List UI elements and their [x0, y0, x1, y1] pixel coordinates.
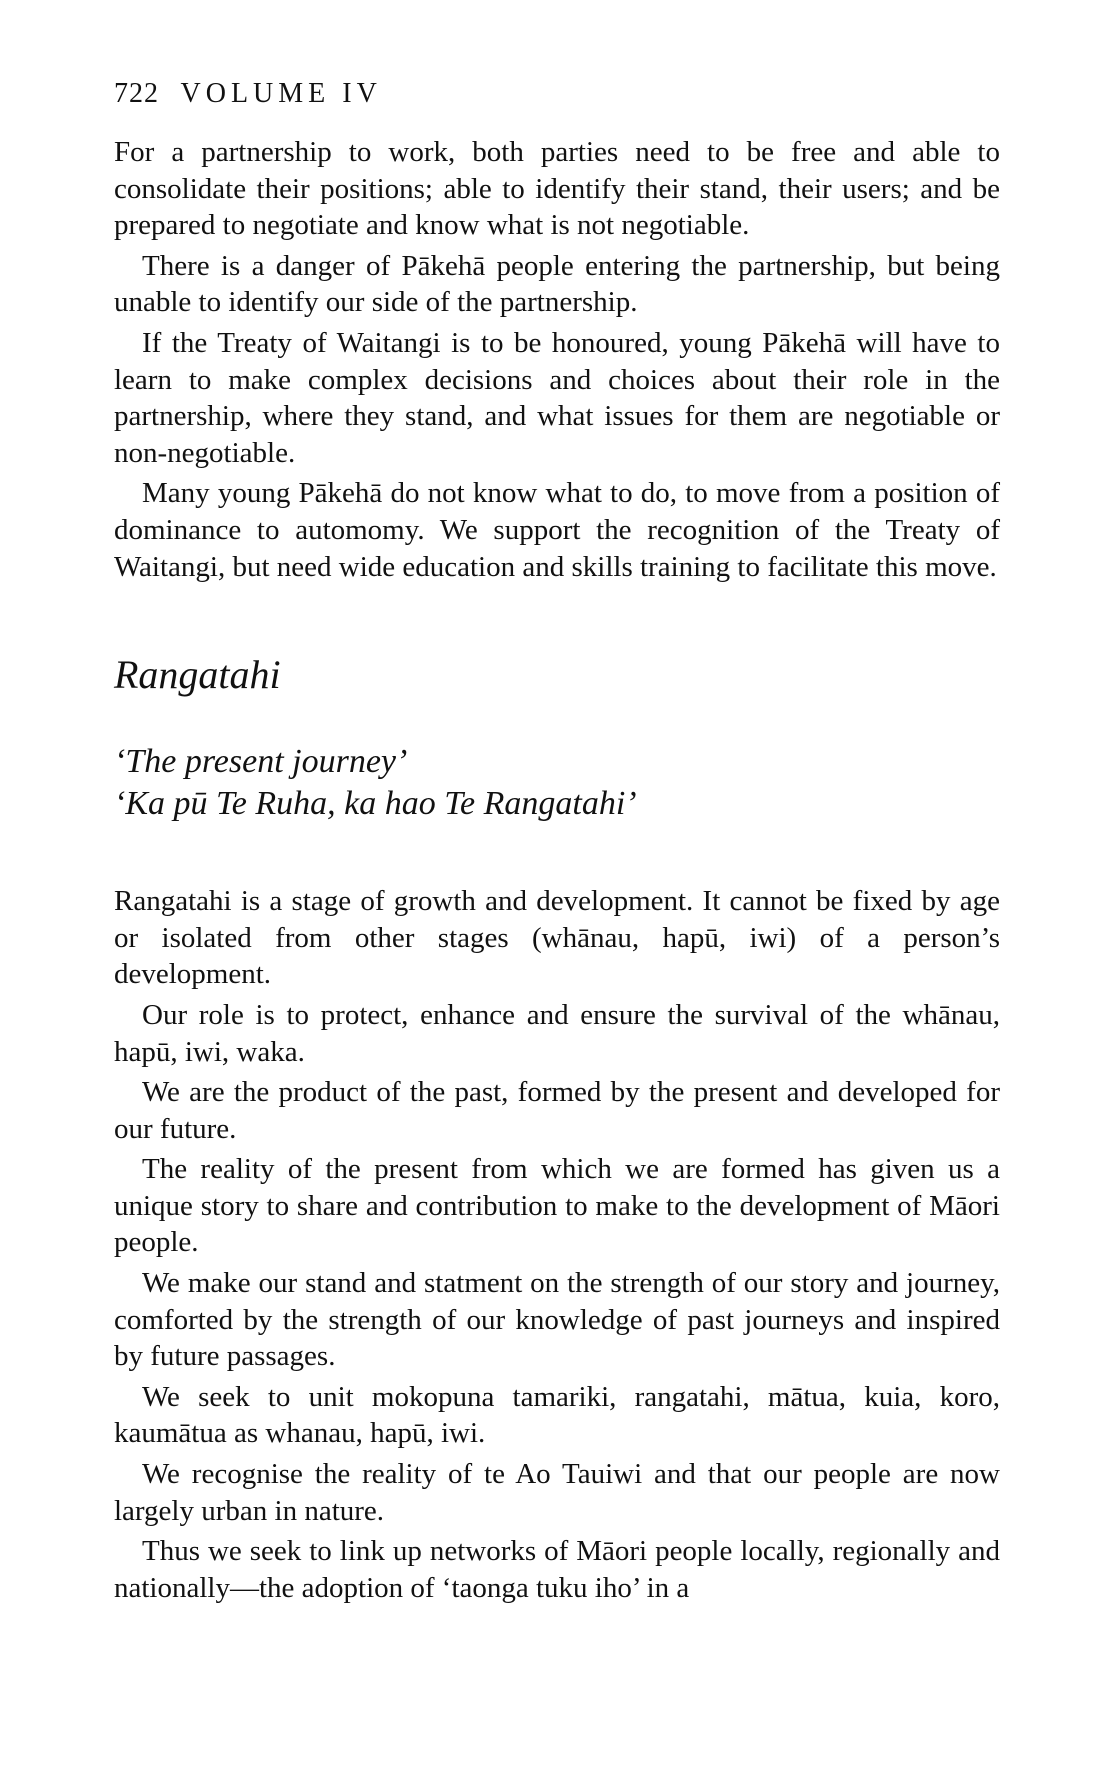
- paragraph: The reality of the present from which we are formed has given us a unique story to share and contribution to make to the development of Māori people.: [114, 1153, 1000, 1259]
- paragraph: Many young Pākehā do not know what to do, to move from a position of dominance to automomy. We support the recognition of the Treaty of Waitangi, but need wide education and skills training to facilitate this move.: [114, 477, 1000, 583]
- book-page: [114, 76, 1000, 1610]
- epigraph-line: ‘The present journey’: [114, 743, 408, 781]
- paragraph: We seek to unit mokopuna tamariki, rangatahi, mātua, kuia, koro, kaumātua as whanau, hapū, iwi.: [114, 1380, 1000, 1450]
- section-heading: Rangatahi: [114, 652, 281, 698]
- paragraph: We are the product of the past, formed by the present and developed for our future.: [114, 1076, 1000, 1145]
- paragraph: We recognise the reality of te Ao Tauiwi and that our people are now largely urban in nature.: [114, 1458, 1000, 1527]
- volume-label: VOLUME IV: [180, 78, 382, 109]
- epigraph-line: ‘Ka pū Te Ruha, ka hao Te Rangatahi’: [114, 785, 637, 823]
- paragraph: If the Treaty of Waitangi is to be honoured, young Pākehā will have to learn to make complex decisions and choices about their role in the partnership, where they stand, and what issues for them are negotiable or non-negotiable.: [114, 326, 1000, 469]
- paragraph: Rangatahi is a stage of growth and development. It cannot be fixed by age or isolated from other stages (whānau, hapū, iwi) of a person’s development.: [114, 885, 1000, 991]
- epigraph: [114, 741, 1000, 825]
- paragraph: For a partnership to work, both parties need to be free and able to consolidate their positions; able to identify their stand, their users; and be prepared to negotiate and know what is not negotiable.: [114, 136, 1000, 242]
- running-head: [114, 76, 1000, 112]
- section-text: [114, 883, 1000, 1606]
- paragraph: Thus we seek to link up networks of Māori people locally, regionally and nationally—the adoption of ‘taonga tuku iho’ in a: [114, 1535, 1000, 1604]
- paragraph: There is a danger of Pākehā people entering the partnership, but being unable to identify our side of the partnership.: [114, 249, 1000, 319]
- paragraph: Our role is to protect, enhance and ensure the survival of the whānau, hapū, iwi, waka.: [114, 998, 1000, 1068]
- page-number: 722: [114, 78, 159, 109]
- intro-text: [114, 134, 1000, 585]
- paragraph: We make our stand and statment on the strength of our story and journey, comforted by the strength of our knowledge of past journeys and inspired by future passages.: [114, 1267, 1000, 1373]
